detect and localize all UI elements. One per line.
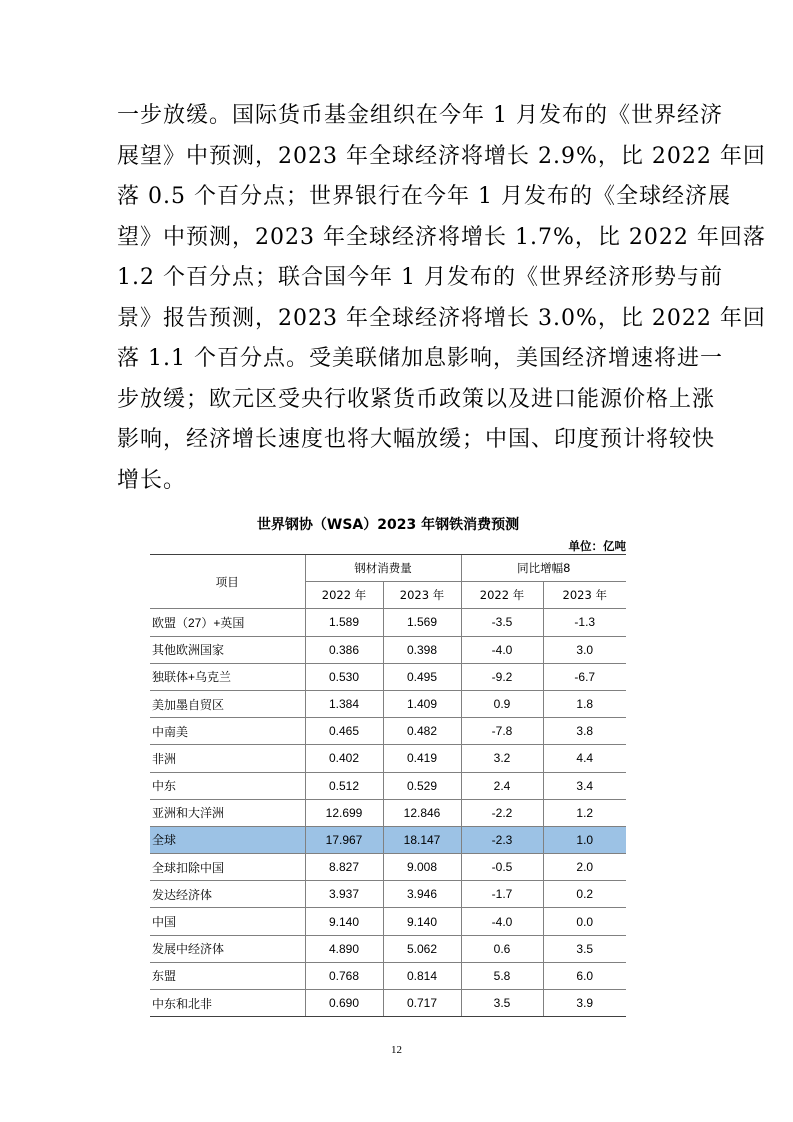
cell-g2022: -4.0 (461, 636, 543, 663)
cell-c2022: 0.386 (305, 636, 383, 663)
paragraph-line: 落 0.5 个百分点；世界银行在今年 1 月发布的《全球经济展 (117, 184, 731, 209)
paragraph-line: 一步放缓。国际货币基金组织在今年 1 月发布的《世界经济 (117, 103, 723, 128)
table-row (150, 690, 626, 717)
cell-g2023: -6.7 (543, 663, 626, 690)
cell-g2023: 4.4 (543, 745, 626, 772)
cell-g2023: 3.0 (543, 636, 626, 663)
cell-g2022: 5.8 (461, 962, 543, 989)
cell-g2023: 1.0 (543, 826, 626, 853)
table-row (150, 935, 626, 962)
cell-g2022: -4.0 (461, 908, 543, 935)
cell-g2022: -7.8 (461, 718, 543, 745)
table-row (150, 745, 626, 772)
cell-g2022: 0.6 (461, 935, 543, 962)
cell-g2023: 2.0 (543, 854, 626, 881)
table-row (150, 609, 626, 636)
cell-c2022: 0.512 (305, 772, 383, 799)
cell-name: 独联体+乌克兰 (150, 663, 305, 690)
steel-consumption-table (150, 554, 626, 1017)
cell-c2022: 12.699 (305, 799, 383, 826)
cell-c2023: 9.140 (383, 908, 461, 935)
cell-c2022: 4.890 (305, 935, 383, 962)
header-growth-2022: 2022 年 (461, 582, 543, 609)
cell-c2023: 0.398 (383, 636, 461, 663)
cell-c2023: 5.062 (383, 935, 461, 962)
table-row (150, 990, 626, 1017)
header-consumption: 钢材消费量 (305, 555, 461, 582)
cell-c2023: 9.008 (383, 854, 461, 881)
cell-c2023: 3.946 (383, 881, 461, 908)
paragraph-line: 1.2 个百分点；联合国今年 1 月发布的《世界经济形势与前 (117, 265, 723, 290)
cell-g2022: -2.2 (461, 799, 543, 826)
cell-name: 其他欧洲国家 (150, 636, 305, 663)
cell-g2023: 3.8 (543, 718, 626, 745)
cell-c2023: 0.495 (383, 663, 461, 690)
cell-c2022: 0.530 (305, 663, 383, 690)
cell-c2022: 0.690 (305, 990, 383, 1017)
cell-c2023: 12.846 (383, 799, 461, 826)
cell-name: 发展中经济体 (150, 935, 305, 962)
table-row (150, 636, 626, 663)
cell-name: 中东 (150, 772, 305, 799)
header-growth-2023: 2023 年 (543, 582, 626, 609)
table-row (150, 663, 626, 690)
header-item: 项目 (150, 555, 305, 609)
cell-name: 欧盟（27）+英国 (150, 609, 305, 636)
page-number: 12 (391, 1044, 402, 1056)
paragraph-line: 步放缓；欧元区受央行收紧货币政策以及进口能源价格上涨 (117, 386, 716, 412)
table-title: 世界钢协（WSA）2023 年钢铁消费预测 (256, 517, 520, 533)
cell-c2023: 0.814 (383, 962, 461, 989)
header-growth: 同比增幅8 (461, 555, 626, 582)
table-row (150, 718, 626, 745)
table-row (150, 908, 626, 935)
cell-c2023: 1.569 (383, 609, 461, 636)
cell-g2023: 3.4 (543, 772, 626, 799)
table-row (150, 962, 626, 989)
cell-g2022: 2.4 (461, 772, 543, 799)
header-consumption-2023: 2023 年 (383, 582, 461, 609)
header-consumption-2022: 2022 年 (305, 582, 383, 609)
cell-name: 中南美 (150, 718, 305, 745)
cell-g2023: 0.2 (543, 881, 626, 908)
cell-g2022: 3.5 (461, 990, 543, 1017)
paragraph-line: 景》报告预测，2023 年全球经济将增长 3.0%，比 2022 年回 (117, 305, 766, 331)
cell-g2022: 0.9 (461, 690, 543, 717)
cell-g2023: -1.3 (543, 609, 626, 636)
cell-g2022: -1.7 (461, 881, 543, 908)
cell-g2023: 0.0 (543, 908, 626, 935)
table-row (150, 772, 626, 799)
cell-name: 发达经济体 (150, 881, 305, 908)
cell-c2023: 0.717 (383, 990, 461, 1017)
cell-g2022: -2.3 (461, 826, 543, 853)
paragraph-line: 展望》中预测，2023 年全球经济将增长 2.9%，比 2022 年回 (117, 143, 766, 169)
table-row (150, 881, 626, 908)
cell-c2023: 0.419 (383, 745, 461, 772)
cell-name: 中国 (150, 908, 305, 935)
table-row (150, 799, 626, 826)
cell-c2022: 0.402 (305, 745, 383, 772)
cell-c2022: 17.967 (305, 826, 383, 853)
paragraph-line: 望》中预测，2023 年全球经济将增长 1.7%，比 2022 年回落 (117, 224, 766, 250)
cell-g2023: 1.8 (543, 690, 626, 717)
cell-name: 东盟 (150, 962, 305, 989)
cell-c2022: 1.589 (305, 609, 383, 636)
cell-g2022: 3.2 (461, 745, 543, 772)
cell-name: 美加墨自贸区 (150, 690, 305, 717)
cell-c2022: 8.827 (305, 854, 383, 881)
cell-name: 全球扣除中国 (150, 854, 305, 881)
cell-name: 全球 (150, 826, 305, 853)
cell-name: 亚洲和大洋洲 (150, 799, 305, 826)
cell-c2022: 1.384 (305, 690, 383, 717)
cell-c2022: 0.768 (305, 962, 383, 989)
cell-g2023: 1.2 (543, 799, 626, 826)
cell-c2022: 3.937 (305, 881, 383, 908)
cell-name: 非洲 (150, 745, 305, 772)
cell-g2023: 6.0 (543, 962, 626, 989)
cell-g2023: 3.5 (543, 935, 626, 962)
cell-g2022: -9.2 (461, 663, 543, 690)
paragraph-line: 增长。 (117, 467, 187, 493)
table-unit: 单位：亿吨 (568, 539, 626, 553)
cell-c2023: 0.529 (383, 772, 461, 799)
cell-c2023: 0.482 (383, 718, 461, 745)
cell-name: 中东和北非 (150, 990, 305, 1017)
cell-c2023: 18.147 (383, 826, 461, 853)
table-row (150, 826, 626, 853)
cell-c2022: 0.465 (305, 718, 383, 745)
cell-c2023: 1.409 (383, 690, 461, 717)
cell-g2022: -0.5 (461, 854, 543, 881)
cell-g2022: -3.5 (461, 609, 543, 636)
table-row (150, 854, 626, 881)
paragraph-line: 影响，经济增长速度也将大幅放缓；中国、印度预计将较快 (117, 427, 716, 452)
body-paragraph (117, 96, 766, 501)
paragraph-line: 落 1.1 个百分点。受美联储加息影响，美国经济增速将进一 (117, 346, 723, 371)
cell-g2023: 3.9 (543, 990, 626, 1017)
cell-c2022: 9.140 (305, 908, 383, 935)
